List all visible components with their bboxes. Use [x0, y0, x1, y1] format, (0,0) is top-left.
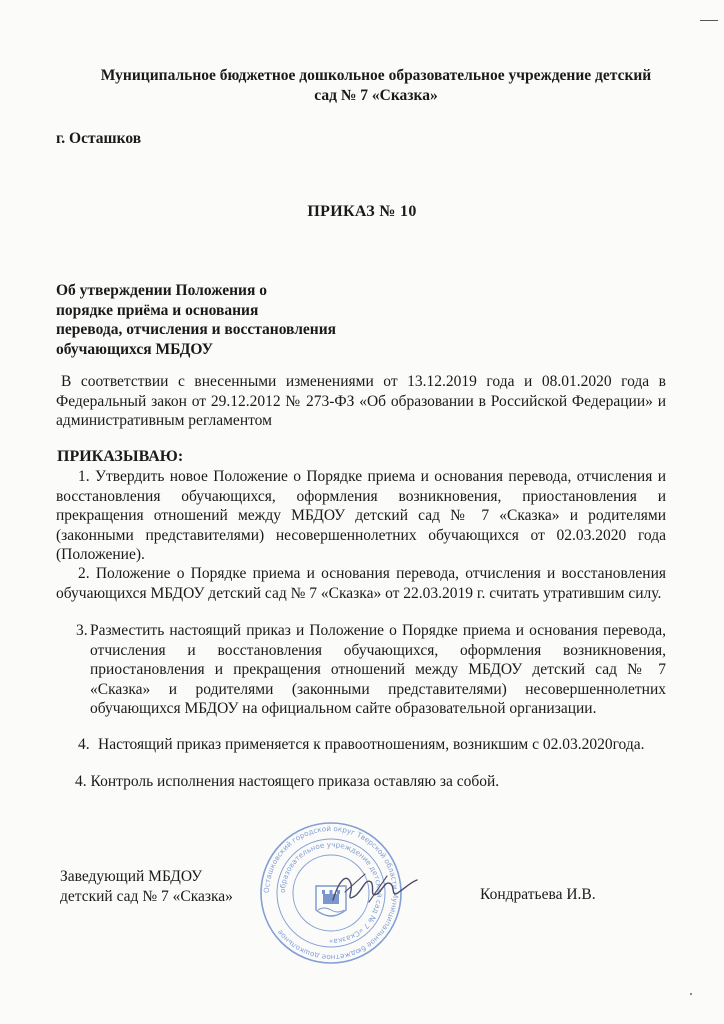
scan-dot	[690, 993, 692, 995]
stamp-outer-text: Осташковский городской округ Тверской области Муниципальное бюджетное дошкольное	[261, 823, 401, 963]
item-number: 1.	[78, 468, 90, 485]
position-line: детский сад № 7 «Сказка»	[60, 887, 233, 905]
subject-line: обучающихся МБДОУ	[56, 340, 213, 358]
preamble-paragraph: В соответствии с внесенными изменениями от 13.12.2019 года и 08.01.2020 года в Федеральный закон от 29.12.2012 № 273-ФЗ «Об образовании в Российской Федерации» и административным регламентом	[56, 373, 666, 429]
scan-mark	[700, 20, 718, 21]
signatory-position	[60, 867, 233, 906]
item-text: Утвердить новое Положение о Порядке приема и основания перевода, отчисления и восстановления обучающихся, оформления возникновения, приостановления и прекращения отношений между МБДОУ детский сад № 7 «Сказка» и родителями (законными представителями) несовершеннолетних обучающихся от 02.03.2020 года (Положение).	[56, 468, 666, 563]
order-item	[76, 621, 666, 719]
order-item	[56, 467, 666, 565]
subject-line: Об утверждении Положения о	[56, 282, 267, 299]
item-text: Настоящий приказ применяется к правоотношениям, возникшим с 02.03.2020года.	[98, 736, 645, 753]
order-subject	[56, 281, 336, 359]
stamp-inner-text: образовательное учреждение детский сад № 7 «Сказка»	[277, 839, 385, 947]
order-verb: ПРИКАЗЫВАЮ:	[57, 448, 184, 465]
item-number: 3.	[76, 622, 88, 639]
item-text: Положение о Порядке приема и основания перевода, отчисления и восстановления обучающихся МБДОУ детский сад № 7 «Сказка» от 22.03.2019 г. считать утратившим силу.	[56, 565, 666, 602]
item-text: Контроль исполнения настоящего приказа оставляю за собой.	[90, 773, 500, 790]
item-number: 4.	[78, 736, 90, 753]
order-title: ПРИКАЗ № 10	[307, 203, 417, 220]
order-item	[78, 735, 666, 755]
item-text: Разместить настоящий приказ и Положение о Порядке приема и основания перевода, отчисления и восстановления обучающихся, оформления возникновения, приостановления и прекращения отношений между МБДОУ детский сад № 7 «Сказка» и родителями (законными представителями) несовершеннолетних обучающихся МБДОУ на официальном сайте образовательной организации.	[90, 622, 666, 717]
subject-line: перевода, отчисления и восстановления	[56, 321, 337, 338]
item-number: 2.	[78, 565, 90, 582]
subject-line: порядке приёма и основания	[56, 301, 259, 319]
order-item	[56, 564, 666, 603]
city-name: г. Осташков	[56, 130, 142, 147]
institution-header	[40, 66, 712, 106]
position-line: Заведующий МБДОУ	[60, 868, 203, 885]
header-line-2: сад № 7 «Сказка»	[314, 87, 438, 104]
order-item	[75, 773, 499, 791]
header-line-1: Муниципальное бюджетное дошкольное образовательное учреждение детский	[100, 67, 652, 84]
signatory-name: Кондратьева И.В.	[480, 886, 596, 903]
item-number: 4.	[75, 773, 87, 790]
handwritten-signature	[325, 862, 425, 912]
